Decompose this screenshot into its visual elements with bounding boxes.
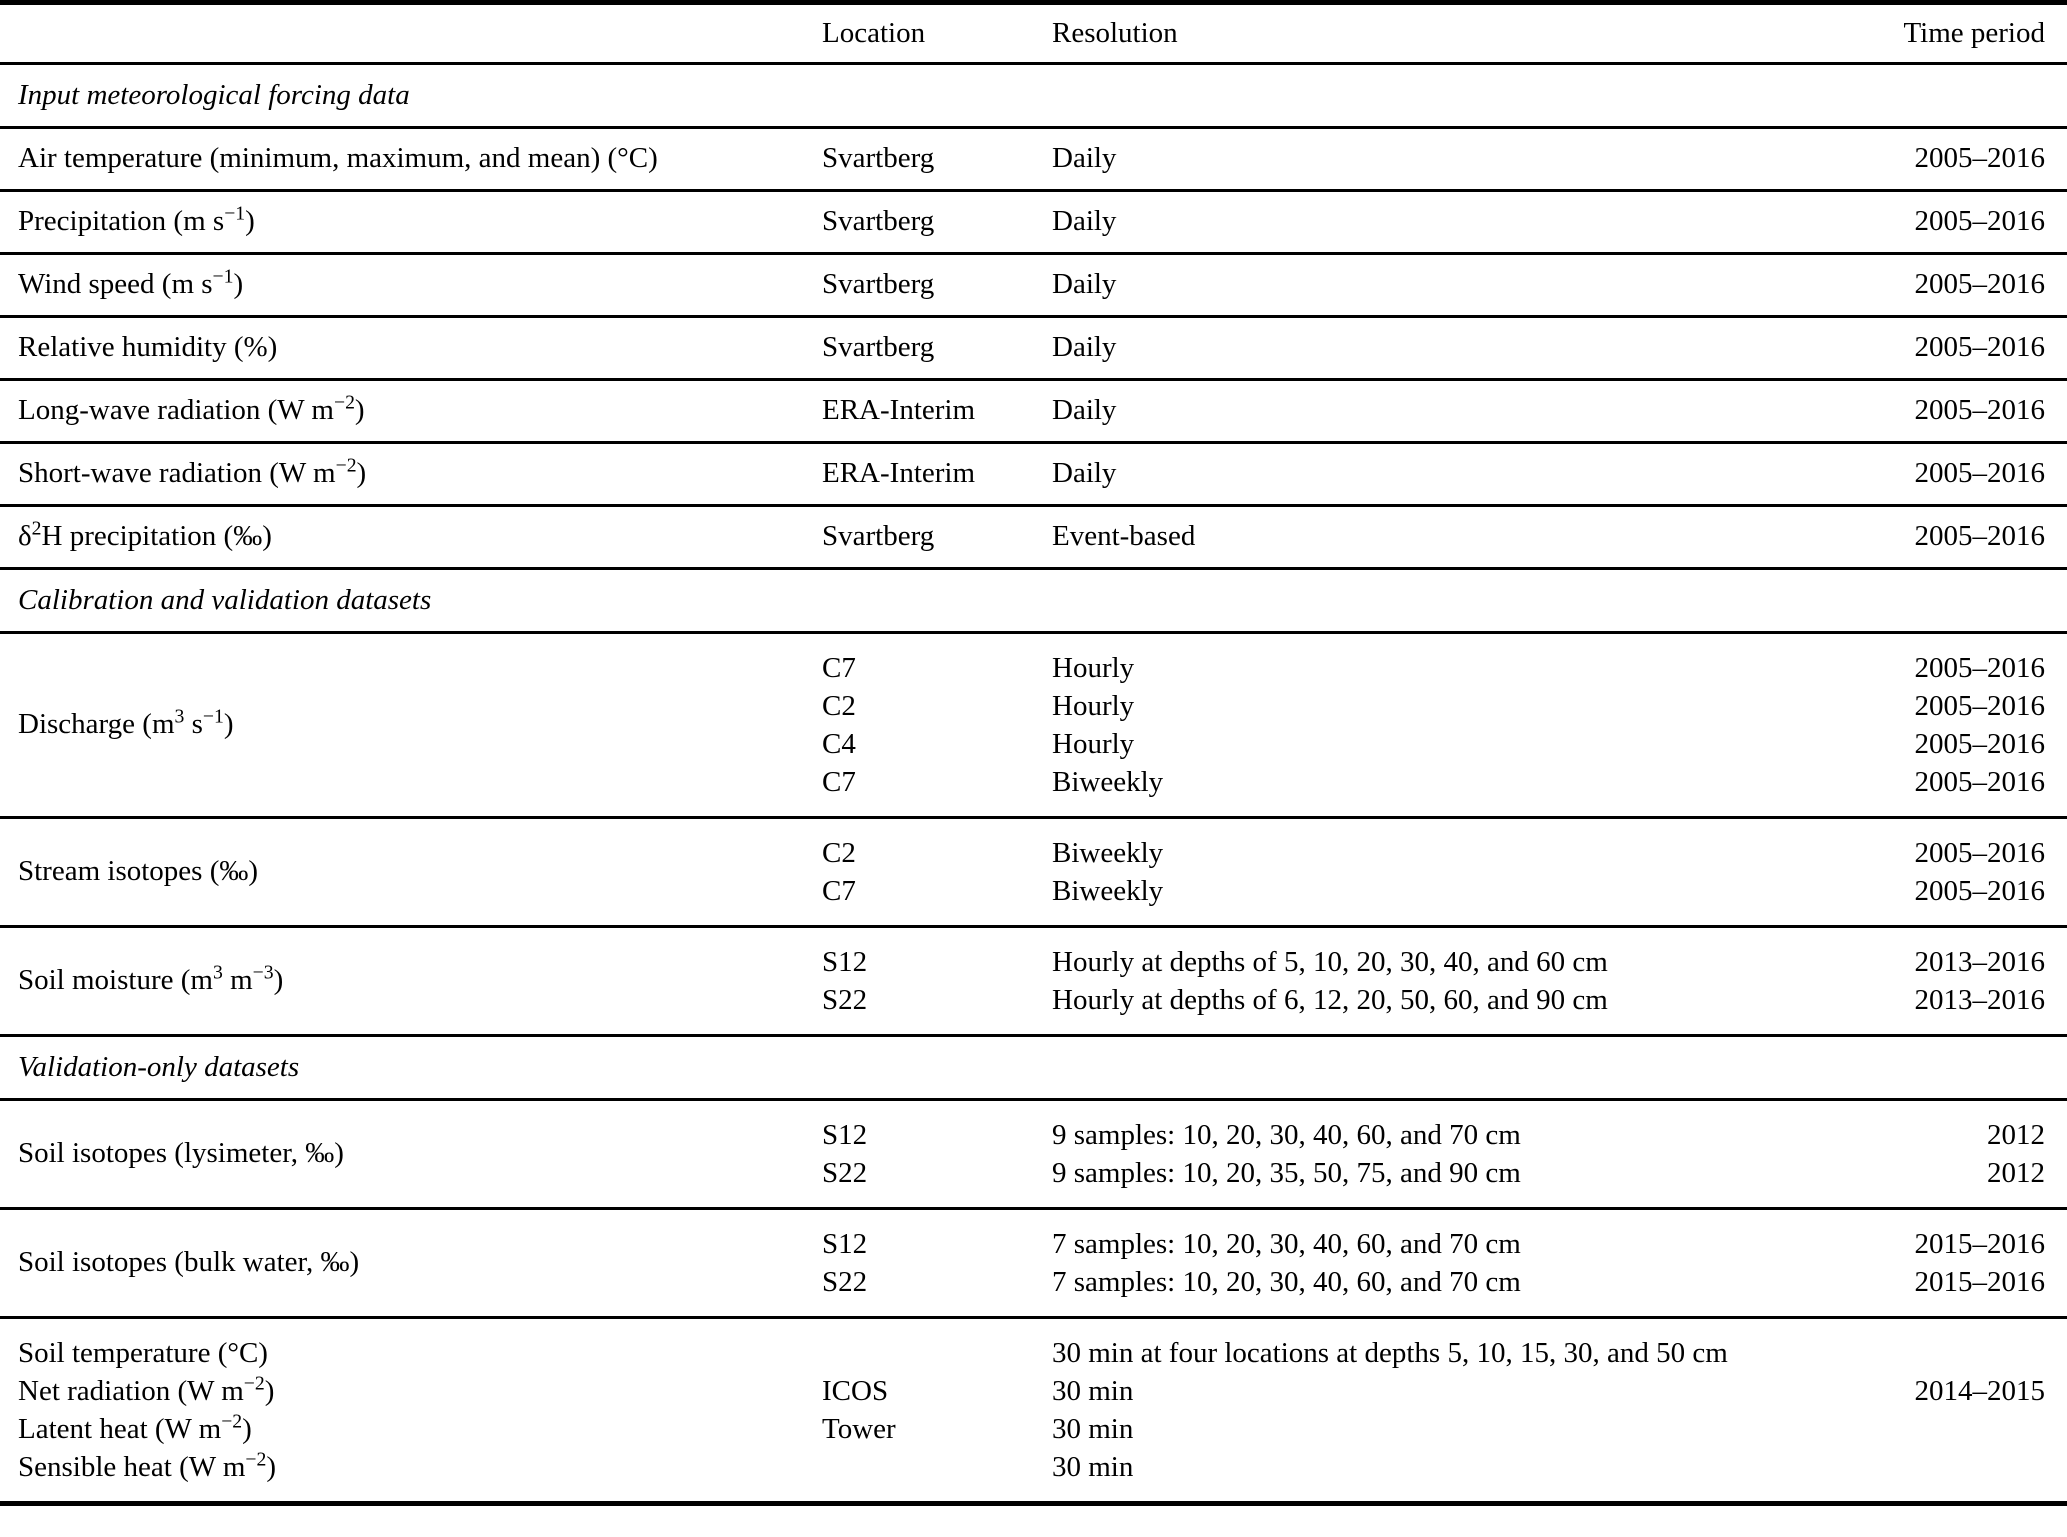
location-line: C4 [822,727,856,760]
section-row-calibration-validation [0,568,2067,632]
time-period-line [1790,1334,2045,1372]
resolution-line: 30 min [1052,1450,1134,1483]
location-line: C7 [822,651,856,684]
data-table [0,5,2067,1501]
location-cell: ERA-Interim [822,457,976,489]
resolution-line: Biweekly [1052,874,1164,907]
table-row-soil-isotopes-lysimeter [0,1099,2067,1208]
variable-line: Sensible heat (W $m^{-2}$) [18,1447,277,1483]
location-line: ICOS [822,1374,889,1407]
variable-cell: Soil isotopes (bulk water, ‰) [18,1246,360,1278]
header-variable [0,5,804,63]
resolution-line: 9 samples: 10, 20, 35, 50, 75, and 90 cm [1052,1156,1521,1189]
resolution-cell: Daily [1052,331,1117,363]
location-line [822,1334,1040,1372]
time-period-line: 2013–2016 [1914,945,2045,978]
resolution-cell [1040,1099,1790,1208]
time-period-line: 2014–2015 [1914,1374,2045,1407]
location-cell: Svartberg [822,268,935,300]
resolution-cell [1040,1208,1790,1317]
time-period-line: 2005–2016 [1914,651,2045,684]
header-location: Location [822,16,926,49]
location-cell: ERA-Interim [822,394,976,426]
time-period-cell [1790,817,2067,926]
header-time-period: Time period [1903,16,2045,49]
location-line: C2 [822,836,856,869]
section-title: Validation-only datasets [18,1050,300,1083]
table-row-long-wave-radiation [0,379,2067,442]
time-period-cell [1790,632,2067,817]
location-cell [804,817,1040,926]
time-period-cell: 2005–2016 [1914,268,2045,300]
table-row-soil-moisture [0,926,2067,1035]
time-period-line [1790,1448,2045,1486]
location-line: C2 [822,689,856,722]
variable-line: Soil temperature (°C) [18,1336,268,1369]
variable-cell: Long-wave radiation (W $m^{-2}$) [18,391,365,426]
table-header-row [0,5,2067,63]
time-period-cell: 2005–2016 [1914,331,2045,363]
resolution-line: 7 samples: 10, 20, 30, 40, 60, and 70 cm [1052,1227,1521,1260]
location-line: C7 [822,874,856,907]
time-period-line: 2005–2016 [1914,689,2045,722]
time-period-line [1790,1410,2045,1448]
location-line: S12 [822,1227,868,1260]
table-row-short-wave-radiation [0,442,2067,505]
location-line: C7 [822,765,856,798]
variable-cell: Discharge ($m^3$ $s^{-1}$) [18,705,234,740]
resolution-line: 9 samples: 10, 20, 30, 40, 60, and 70 cm [1052,1118,1521,1151]
table-row-relative-humidity [0,316,2067,379]
resolution-line: Hourly [1052,689,1135,722]
time-period-cell: 2005–2016 [1914,457,2045,489]
resolution-line: Hourly at depths of 6, 12, 20, 50, 60, and 90 cm [1052,983,1608,1016]
header-resolution: Resolution [1052,16,1178,49]
location-line: Tower [822,1412,896,1445]
location-line: S22 [822,1265,868,1298]
location-cell [804,632,1040,817]
time-period-line: 2012 [1987,1118,2045,1151]
location-cell [804,926,1040,1035]
time-period-cell [1790,1099,2067,1208]
section-title: Input meteorological forcing data [18,78,410,111]
time-period-cell [1790,1317,2067,1501]
resolution-line: Biweekly [1052,836,1164,869]
resolution-line: 30 min [1052,1412,1134,1445]
variable-cell: Soil moisture ($m^3$ $m^{-3}$) [18,961,284,996]
variable-line: Latent heat (W $m^{-2}$) [18,1409,252,1445]
variable-cell: Relative humidity (%) [18,331,278,363]
section-row-validation-only [0,1035,2067,1099]
location-line: S22 [822,983,868,1016]
resolution-cell: Daily [1052,394,1117,426]
variable-cell: Soil isotopes (lysimeter, ‰) [18,1137,344,1169]
resolution-line: Hourly [1052,727,1135,760]
table-row-stream-isotopes [0,817,2067,926]
table-row-air-temperature [0,127,2067,190]
time-period-cell [1790,1208,2067,1317]
resolution-cell [1040,1317,1790,1501]
resolution-cell: Daily [1052,268,1117,300]
resolution-cell: Daily [1052,205,1117,237]
location-cell [804,1208,1040,1317]
location-cell: Svartberg [822,331,935,363]
section-row-input-forcing [0,63,2067,127]
resolution-cell [1040,926,1790,1035]
time-period-cell: 2005–2016 [1914,205,2045,237]
time-period-cell [1790,926,2067,1035]
variable-cell: Short-wave radiation (W $m^{-2}$) [18,454,367,489]
variable-cell: Air temperature (minimum, maximum, and mean) (°C) [18,142,658,174]
resolution-line: Hourly at depths of 5, 10, 20, 30, 40, and 60 cm [1052,945,1608,978]
table-row-precipitation [0,190,2067,253]
table-row-d2h-precipitation [0,505,2067,568]
time-period-line: 2015–2016 [1914,1227,2045,1260]
resolution-line: 7 samples: 10, 20, 30, 40, 60, and 70 cm [1052,1265,1521,1298]
time-period-cell: 2005–2016 [1914,142,2045,174]
location-line: S22 [822,1156,868,1189]
location-cell [804,1317,1040,1501]
variable-cell: Precipitation (m $s^{-1}$) [18,202,255,237]
location-line: S12 [822,1118,868,1151]
variable-cell: Wind speed (m $s^{-1}$) [18,265,244,300]
variable-cell: Stream isotopes (‰) [18,855,259,887]
variable-cell: $\delta^2H$ precipitation (‰) [18,517,272,552]
variable-line: Net radiation (W $m^{-2}$) [18,1371,275,1407]
location-cell: Svartberg [822,142,935,174]
table-row-soil-isotopes-bulk-water [0,1208,2067,1317]
resolution-line: Biweekly [1052,765,1164,798]
resolution-cell [1040,817,1790,926]
variable-cell [0,1317,804,1501]
location-cell: Svartberg [822,205,935,237]
time-period-line: 2005–2016 [1914,836,2045,869]
resolution-cell: Event-based [1052,520,1196,552]
location-line: S12 [822,945,868,978]
time-period-line: 2005–2016 [1914,874,2045,907]
location-line [822,1448,1040,1486]
resolution-cell: Daily [1052,142,1117,174]
table-row-icos-tower-group [0,1317,2067,1501]
table-row-wind-speed [0,253,2067,316]
location-cell: Svartberg [822,520,935,552]
resolution-line: 30 min at four locations at depths 5, 10, 15, 30, and 50 cm [1052,1336,1728,1369]
time-period-line: 2013–2016 [1914,983,2045,1016]
resolution-line: Hourly [1052,651,1135,684]
time-period-cell: 2005–2016 [1914,394,2045,426]
time-period-line: 2012 [1987,1156,2045,1189]
time-period-line: 2005–2016 [1914,765,2045,798]
time-period-cell: 2005–2016 [1914,520,2045,552]
table-row-discharge [0,632,2067,817]
resolution-line: 30 min [1052,1374,1134,1407]
section-title: Calibration and validation datasets [18,583,432,616]
resolution-cell [1040,632,1790,817]
time-period-line: 2015–2016 [1914,1265,2045,1298]
location-cell [804,1099,1040,1208]
time-period-line: 2005–2016 [1914,727,2045,760]
resolution-cell: Daily [1052,457,1117,489]
